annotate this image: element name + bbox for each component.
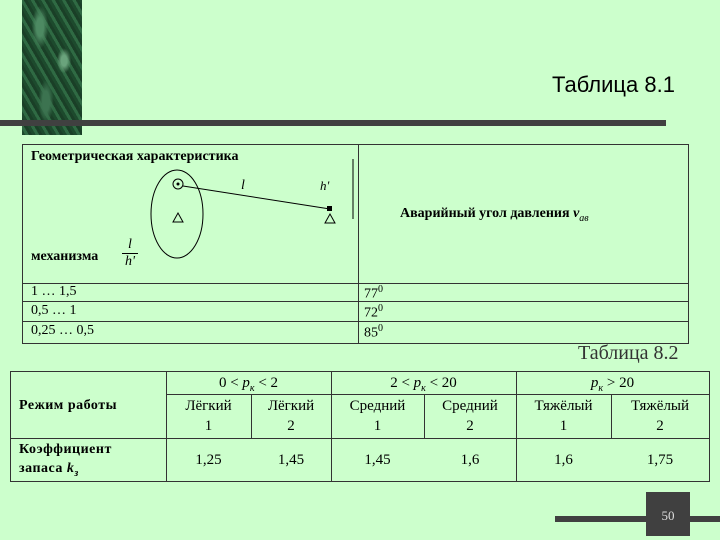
degree-sup: 0 — [378, 303, 383, 314]
coefficient-cell: 1,75 — [646, 452, 674, 468]
marble-decoration — [22, 0, 82, 135]
right-support-triangle — [325, 214, 335, 223]
table1-row-divider — [23, 321, 688, 322]
p-subscript: к — [249, 383, 255, 394]
angle-value: 85 — [364, 325, 378, 341]
angle-value: 72 — [364, 305, 378, 321]
range-cell: 0,25 … 0,5 — [31, 323, 94, 338]
angle-cell — [364, 284, 383, 303]
mode-cell — [331, 396, 424, 436]
mode-cell — [166, 396, 251, 436]
table1-row-divider — [23, 301, 688, 302]
table2-row-divider — [11, 438, 709, 439]
mode-label: Режим работы — [19, 398, 118, 413]
ratio-numerator: l — [122, 237, 138, 254]
mode-cell — [424, 396, 516, 436]
angle-value: 77 — [364, 286, 378, 302]
link-rod — [183, 186, 330, 209]
ratio-denominator: h' — [125, 254, 135, 269]
mode-name: Средний — [442, 398, 498, 414]
range-cell: 0,5 … 1 — [31, 303, 77, 318]
group-post: < 20 — [425, 375, 457, 391]
degree-sup: 0 — [378, 284, 383, 295]
left-support-triangle — [173, 213, 183, 222]
mode-number: 2 — [466, 418, 474, 434]
coefficient-label-line1: Коэффициент — [19, 442, 112, 457]
angle-cell — [364, 303, 383, 322]
mechanism-diagram — [123, 159, 363, 261]
header-mechanism: механизма — [31, 249, 99, 264]
p-symbol: p — [590, 375, 599, 391]
mode-cell — [516, 396, 611, 436]
footer-divider-bar — [555, 516, 720, 522]
group-post: < 2 — [254, 375, 279, 391]
p-subscript: к — [421, 383, 426, 394]
mode-name: Тяжёлый — [534, 398, 593, 414]
nu-symbol: ν — [573, 206, 580, 221]
mode-number: 1 — [204, 418, 213, 434]
coefficient-cell: 1,45 — [364, 452, 391, 468]
header-emergency-angle — [400, 206, 589, 224]
ratio-fraction — [122, 237, 138, 270]
header-divider-bar — [0, 120, 666, 126]
coefficient-cell: 1,25 — [195, 452, 222, 468]
table-8-2 — [10, 371, 710, 482]
p-symbol: p — [242, 375, 250, 391]
diagram-label-l: l — [241, 178, 245, 193]
mode-name: Средний — [349, 398, 406, 414]
pivot-center — [177, 183, 180, 186]
header-right-text: Аварийный угол давления — [400, 206, 574, 221]
table1-title: Таблица 8.1 — [552, 72, 675, 97]
mode-number: 2 — [656, 418, 664, 434]
degree-sup: 0 — [378, 323, 383, 334]
page-number: 50 — [661, 508, 675, 523]
group-post: > 20 — [603, 375, 635, 391]
mode-cell — [251, 396, 331, 436]
mode-name: Лёгкий — [185, 398, 232, 414]
k-subscript: з — [74, 467, 79, 479]
coefficient-cell: 1,6 — [554, 452, 573, 468]
header-geometric-characteristic: Геометрическая характеристика — [31, 149, 239, 164]
mode-number: 1 — [373, 418, 382, 434]
mode-cell — [611, 396, 709, 436]
coefficient-cell: 1,45 — [277, 452, 305, 468]
mode-name: Тяжёлый — [630, 398, 690, 414]
mode-number: 2 — [287, 418, 295, 434]
coefficient-label-line2 — [19, 459, 79, 483]
table1-row-divider — [23, 283, 688, 284]
coefficient-cell: 1,6 — [460, 452, 480, 468]
group-pre: 2 < — [390, 375, 414, 391]
mode-name: Лёгкий — [267, 398, 315, 414]
mode-number: 1 — [559, 418, 568, 434]
group-pre: 0 < — [218, 375, 243, 391]
p-subscript: к — [598, 383, 604, 394]
slider-block — [327, 206, 332, 211]
coefficient-label-text: запаса — [19, 461, 67, 476]
nu-subscript: ав — [579, 212, 589, 224]
range-cell: 1 … 1,5 — [31, 284, 77, 299]
k-symbol: k — [66, 461, 75, 476]
diagram-label-h: h' — [320, 178, 330, 193]
p-symbol: p — [413, 375, 422, 391]
table-8-1 — [22, 144, 689, 344]
table2-title: Таблица 8.2 — [578, 342, 679, 364]
angle-cell — [364, 323, 383, 342]
